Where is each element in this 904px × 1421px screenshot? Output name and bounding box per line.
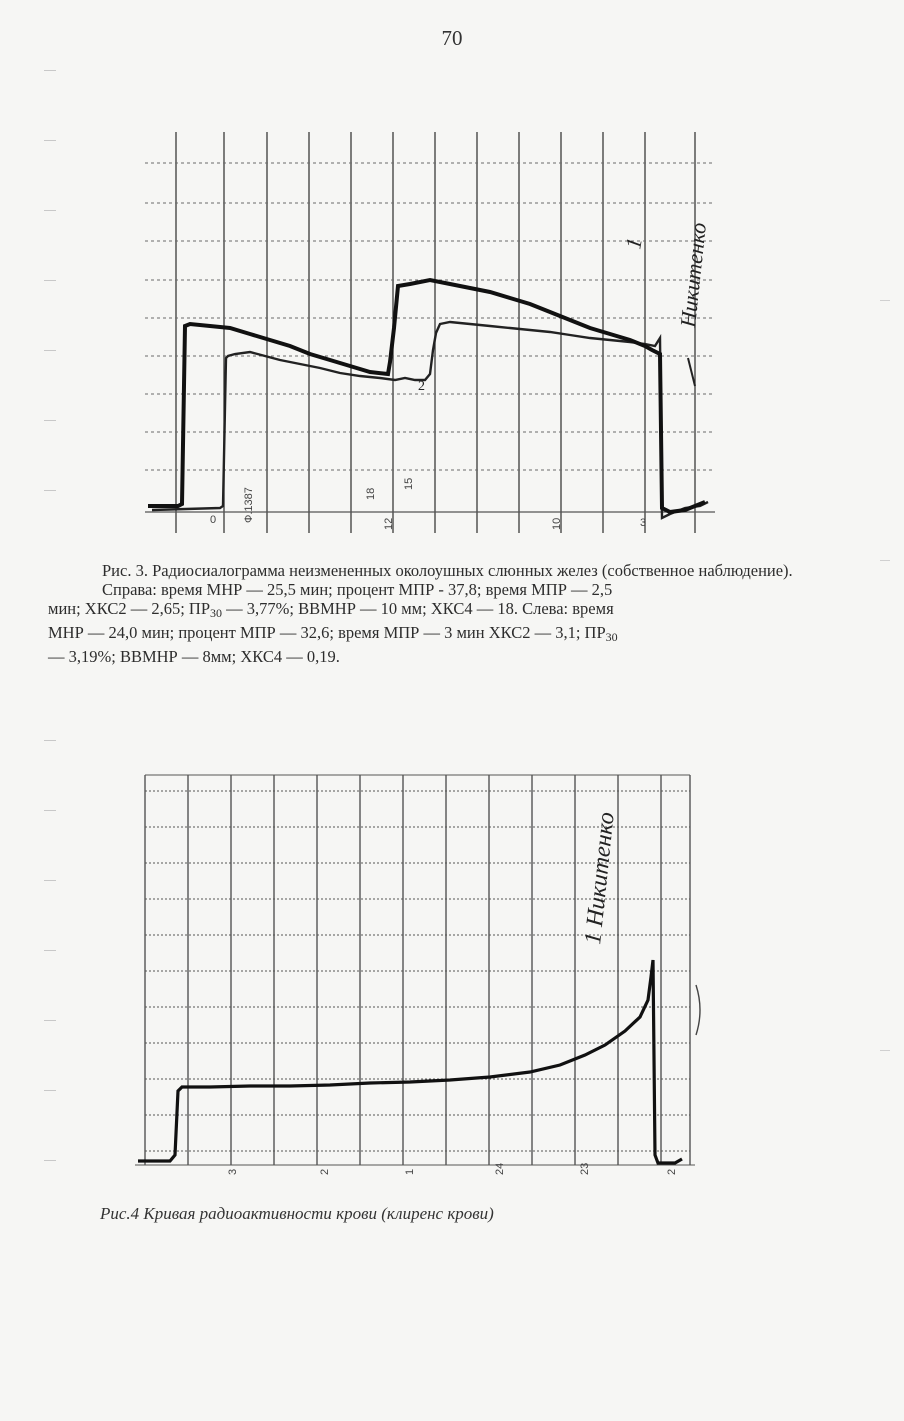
axis-label-2: 1 [404,1168,416,1175]
axis-label-4: 18 [365,487,377,500]
figure-3-radiosialogram [140,128,730,538]
figure-4-caption: Рис.4 Кривая радиоактивности крови (клиренс крови) [100,1204,494,1223]
page-number: 70 [441,26,463,50]
handwritten-signature: Никитенко [675,221,711,329]
axis-label-3: 15 [403,477,415,490]
blood-clearance-chart [130,755,710,1185]
axis-label-0: 0 [210,514,217,526]
curve-left [152,322,708,518]
axis-label-6: 3 [640,517,647,529]
figure-3-caption-line4: МНР — 24,0 мин; процент МПР — 32,6; время МПР — 3 мин ХКС2 — 3,1; $ПР_{30}$ [48,623,618,644]
blood-activity-curve [138,960,682,1163]
axis-label-1: 2 [319,1168,331,1175]
right-curve-tail [688,358,695,386]
axis-label-1: Ф.1387 [243,487,255,523]
curve-mark-1: 1 [620,235,647,251]
figure-3-caption-line5: — 3,19%; ВВМНР — 8мм; ХКС4 — 0,19. [48,647,340,666]
axis-label-0: 3 [227,1168,239,1175]
curve-right [148,280,705,512]
figure-3-caption [48,561,868,666]
figure-4-blood-clearance [130,755,710,1185]
figure-3-caption-line3: мин; ХКС2 — 2,65; $ПР_{30}$ — 3,77%; ВВМНР — 10 мм; ХКС4 — 18. Слева: время [48,599,614,620]
axis-label-3: 24 [494,1162,506,1175]
axis-label-5: 10 [551,517,563,530]
curve-mark-2: 2 [418,379,425,394]
figure-3-caption-title: Рис. 3. Радиосиалограмма неизмененных околоушных слюнных желез (собственное наблюдение). [102,561,793,580]
grid-horizontal-lines [145,163,715,470]
radiosialogram-chart [140,128,730,538]
axis-label-4: 23 [579,1162,591,1175]
margin-bracket [696,985,700,1035]
handwritten-signature: 1 Никитенко [580,810,620,946]
axis-label-2: 12 [383,517,395,530]
figure-3-caption-line2: Справа: время МНР — 25,5 мин; процент МПР - 37,8; время МПР — 2,5 [102,580,613,599]
axis-label-5: 2 [666,1168,678,1175]
